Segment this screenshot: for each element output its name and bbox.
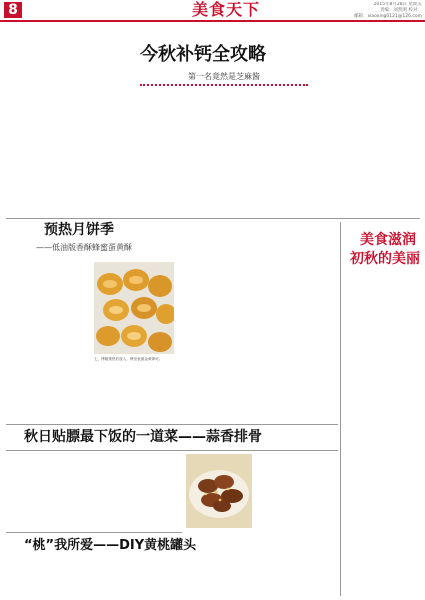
section-divider	[6, 218, 420, 219]
calcium-title-ornament	[140, 84, 308, 86]
mooncake-article-body	[6, 262, 90, 420]
soup-article-body-recipes	[342, 436, 420, 594]
mooncake-article-body-col2	[178, 222, 258, 418]
calcium-article-body-col4	[232, 94, 312, 214]
peach-article-body-col3	[186, 532, 252, 596]
page-number: 8	[4, 2, 22, 18]
ribs-bottom-rule	[6, 450, 338, 451]
calcium-article-body-col1	[6, 30, 94, 210]
ribs-article-body-col2	[96, 454, 180, 522]
issue-email: 邮箱：xiaoxing0121@126.com	[354, 14, 422, 19]
calcium-article-subtitle: 第一名竟然是芝麻酱	[188, 72, 260, 81]
masthead	[0, 0, 425, 20]
mooncake-article-body-col3	[262, 222, 338, 418]
soup-article-title-line2: 初秋的美丽	[350, 251, 420, 267]
calcium-article-title: 今秋补钙全攻略	[140, 44, 266, 65]
issue-info	[290, 2, 422, 20]
ribs-photo	[186, 454, 252, 528]
peach-article-title: “桃”我所爱——DIY黄桃罐头	[24, 538, 197, 553]
mooncake-photo-caption: 七、烤箱预热后放入，烤至表面金黄即可。	[94, 357, 163, 361]
calcium-article-body-col3	[158, 94, 228, 214]
peach-article-body-col1	[6, 558, 92, 596]
peach-article-body-col2	[96, 558, 182, 596]
soup-article-title-line1: 美食滋润	[360, 232, 416, 248]
ribs-article-body-col1	[6, 454, 92, 522]
mooncake-article-subtitle: ——低油版香酥蜂蜜蛋黄酥	[36, 243, 132, 252]
issue-date: 2015年8月28日 星期五	[373, 2, 422, 7]
ribs-top-rule	[6, 424, 338, 425]
calcium-article-body-col5	[316, 30, 420, 210]
mooncake-article-title: 预热月饼季	[44, 222, 114, 238]
peach-section-divider	[6, 532, 182, 533]
ribs-article-body-col3	[256, 454, 338, 594]
calcium-article-body-col2	[96, 94, 156, 214]
soup-article-body	[342, 272, 420, 432]
column-divider-right	[340, 222, 341, 596]
section-title: 美食天下	[191, 0, 260, 19]
ribs-article-title: 秋日贴膘最下饭的一道菜——蒜香排骨	[24, 429, 262, 445]
masthead-rule	[0, 20, 425, 22]
issue-editors: 责编：刘凯明 校对：	[380, 8, 422, 13]
mooncake-photo	[94, 262, 174, 354]
